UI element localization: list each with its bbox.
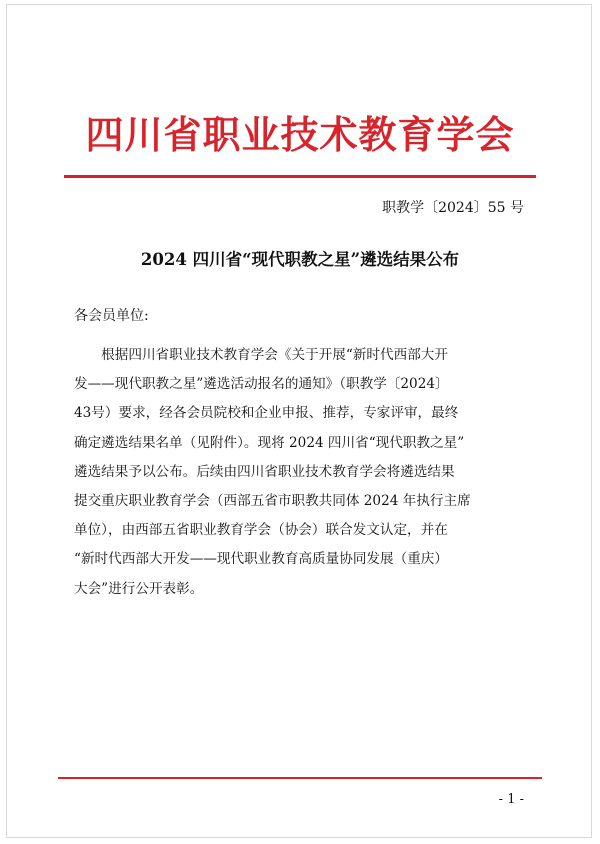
document-title: 2024 四川省“现代职教之星”遴选结果公布 [140, 250, 460, 269]
page-number: - 1 - [498, 792, 524, 807]
body-line: 遴选结果予以公布。后续由四川省职业技术教育学会将遴选结果 [74, 463, 455, 480]
body-line: 大会”进行公开表彰。 [74, 580, 204, 597]
body-line: 43号）要求，经各会员院校和企业申报、推荐，专家评审，最终 [74, 405, 459, 422]
document-number: 职教学〔2024〕55 号 [382, 200, 524, 216]
body-paragraph [74, 341, 528, 604]
letterhead-red-rule [64, 175, 536, 178]
letterhead-title: 四川省职业技术教育学会 [85, 112, 515, 157]
body-line: 确定遴选结果名单（见附件）。现将 2024 四川省“现代职教之星” [74, 434, 465, 451]
body-line: 单位），由西部五省职业教育学会（协会）联合发文认定，并在 [74, 522, 448, 539]
body-line: “新时代西部大开发——现代职业教育高质量协同发展（重庆） [74, 551, 448, 568]
body-line: 发——现代职教之星”遴选活动报名的通知》（职教学〔2024〕 [74, 376, 449, 393]
salutation: 各会员单位: [74, 308, 149, 324]
body-line: 根据四川省职业技术教育学会《关于开展“新时代西部大开 [74, 347, 448, 363]
footer-red-rule [58, 777, 542, 779]
body-line: 提交重庆职业教育学会（西部五省市职教共同体 2024 年执行主席 [74, 492, 471, 509]
